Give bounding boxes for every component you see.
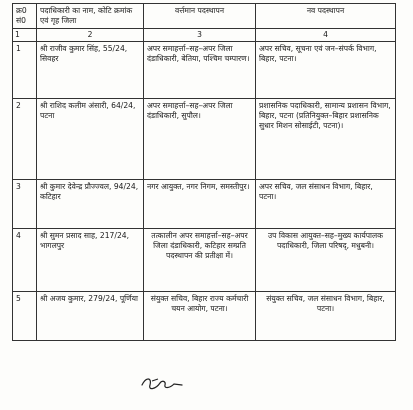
column-number: 3: [144, 29, 256, 42]
current-posting: अपर समाहर्त्ता–सह–अपर जिला दंडाधिकारी, बेतिया, पश्चिम चम्पारण।: [144, 42, 256, 99]
signature: [138, 373, 186, 393]
current-posting: नगर आयुक्त, नगर निगम, समस्तीपुर।: [144, 180, 256, 229]
current-posting: संयुक्त सचिव, बिहार राज्य कर्मचारी चयन आयोग, पटना।: [144, 292, 256, 341]
new-posting: अपर सचिव, जल संसाधन विभाग, बिहार, पटना।: [256, 180, 396, 229]
column-number: 4: [256, 29, 396, 42]
header-serial-no: क्र0 सं0: [13, 4, 37, 29]
new-posting: संयुक्त सचिव, जल संसाधन विभाग, बिहार, पटना।: [256, 292, 396, 341]
serial-no: 4: [13, 229, 37, 292]
officer-name: श्री राशिद कलीम अंसारी, 64/24, पटना: [37, 99, 144, 180]
serial-no: 1: [13, 42, 37, 99]
current-posting: अपर समाहर्त्ता–सह–अपर जिला दंडाधिकारी, सुपौल।: [144, 99, 256, 180]
table-row: [13, 99, 396, 180]
officer-name: श्री अजय कुमार, 279/24, पूर्णिया: [37, 292, 144, 341]
header-current-posting: वर्त्तमान पदस्थापन: [144, 4, 256, 29]
posting-order-document: [12, 3, 395, 341]
serial-no: 5: [13, 292, 37, 341]
column-number: 1: [13, 29, 37, 42]
new-posting: प्रशासनिक पदाधिकारी, सामान्य प्रशासन विभाग, बिहार, पटना (प्रतिनियुक्त–बिहार प्रशासनिक सुधार मिशन सोसाईटी, पटना)।: [256, 99, 396, 180]
table-row: [13, 292, 396, 341]
new-posting: उप विकास आयुक्त–सह–मुख्य कार्यपालक पदाधिकारी, जिला परिषद्, मधुबनी।: [256, 229, 396, 292]
table-row: [13, 42, 396, 99]
header-officer-name: पदाधिकारी का नाम, कोटि क्रमांक एवं गृह जिला: [37, 4, 144, 29]
table-row: [13, 229, 396, 292]
table-header-row: [13, 4, 396, 29]
officer-name: श्री सुमन प्रसाद साह, 217/24, भागलपुर: [37, 229, 144, 292]
posting-table: [12, 3, 396, 341]
serial-no: 2: [13, 99, 37, 180]
officer-name: श्री कुमार देवेन्द्र प्रौज्ज्वल, 94/24, कटिहार: [37, 180, 144, 229]
officer-name: श्री राजीव कुमार सिंह, 55/24, सिवहर: [37, 42, 144, 99]
new-posting: अपर सचिव, सूचना एवं जन–संपर्क विभाग, बिहार, पटना।: [256, 42, 396, 99]
column-number: 2: [37, 29, 144, 42]
current-posting: तत्कालीन अपर समाहर्त्ता–सह–अपर जिला दंडाधिकारी, कटिहार सम्प्रति पदस्थापन की प्रतीक्षा में।: [144, 229, 256, 292]
column-number-row: [13, 29, 396, 42]
table-row: [13, 180, 396, 229]
header-new-posting: नव पदस्थापन: [256, 4, 396, 29]
serial-no: 3: [13, 180, 37, 229]
